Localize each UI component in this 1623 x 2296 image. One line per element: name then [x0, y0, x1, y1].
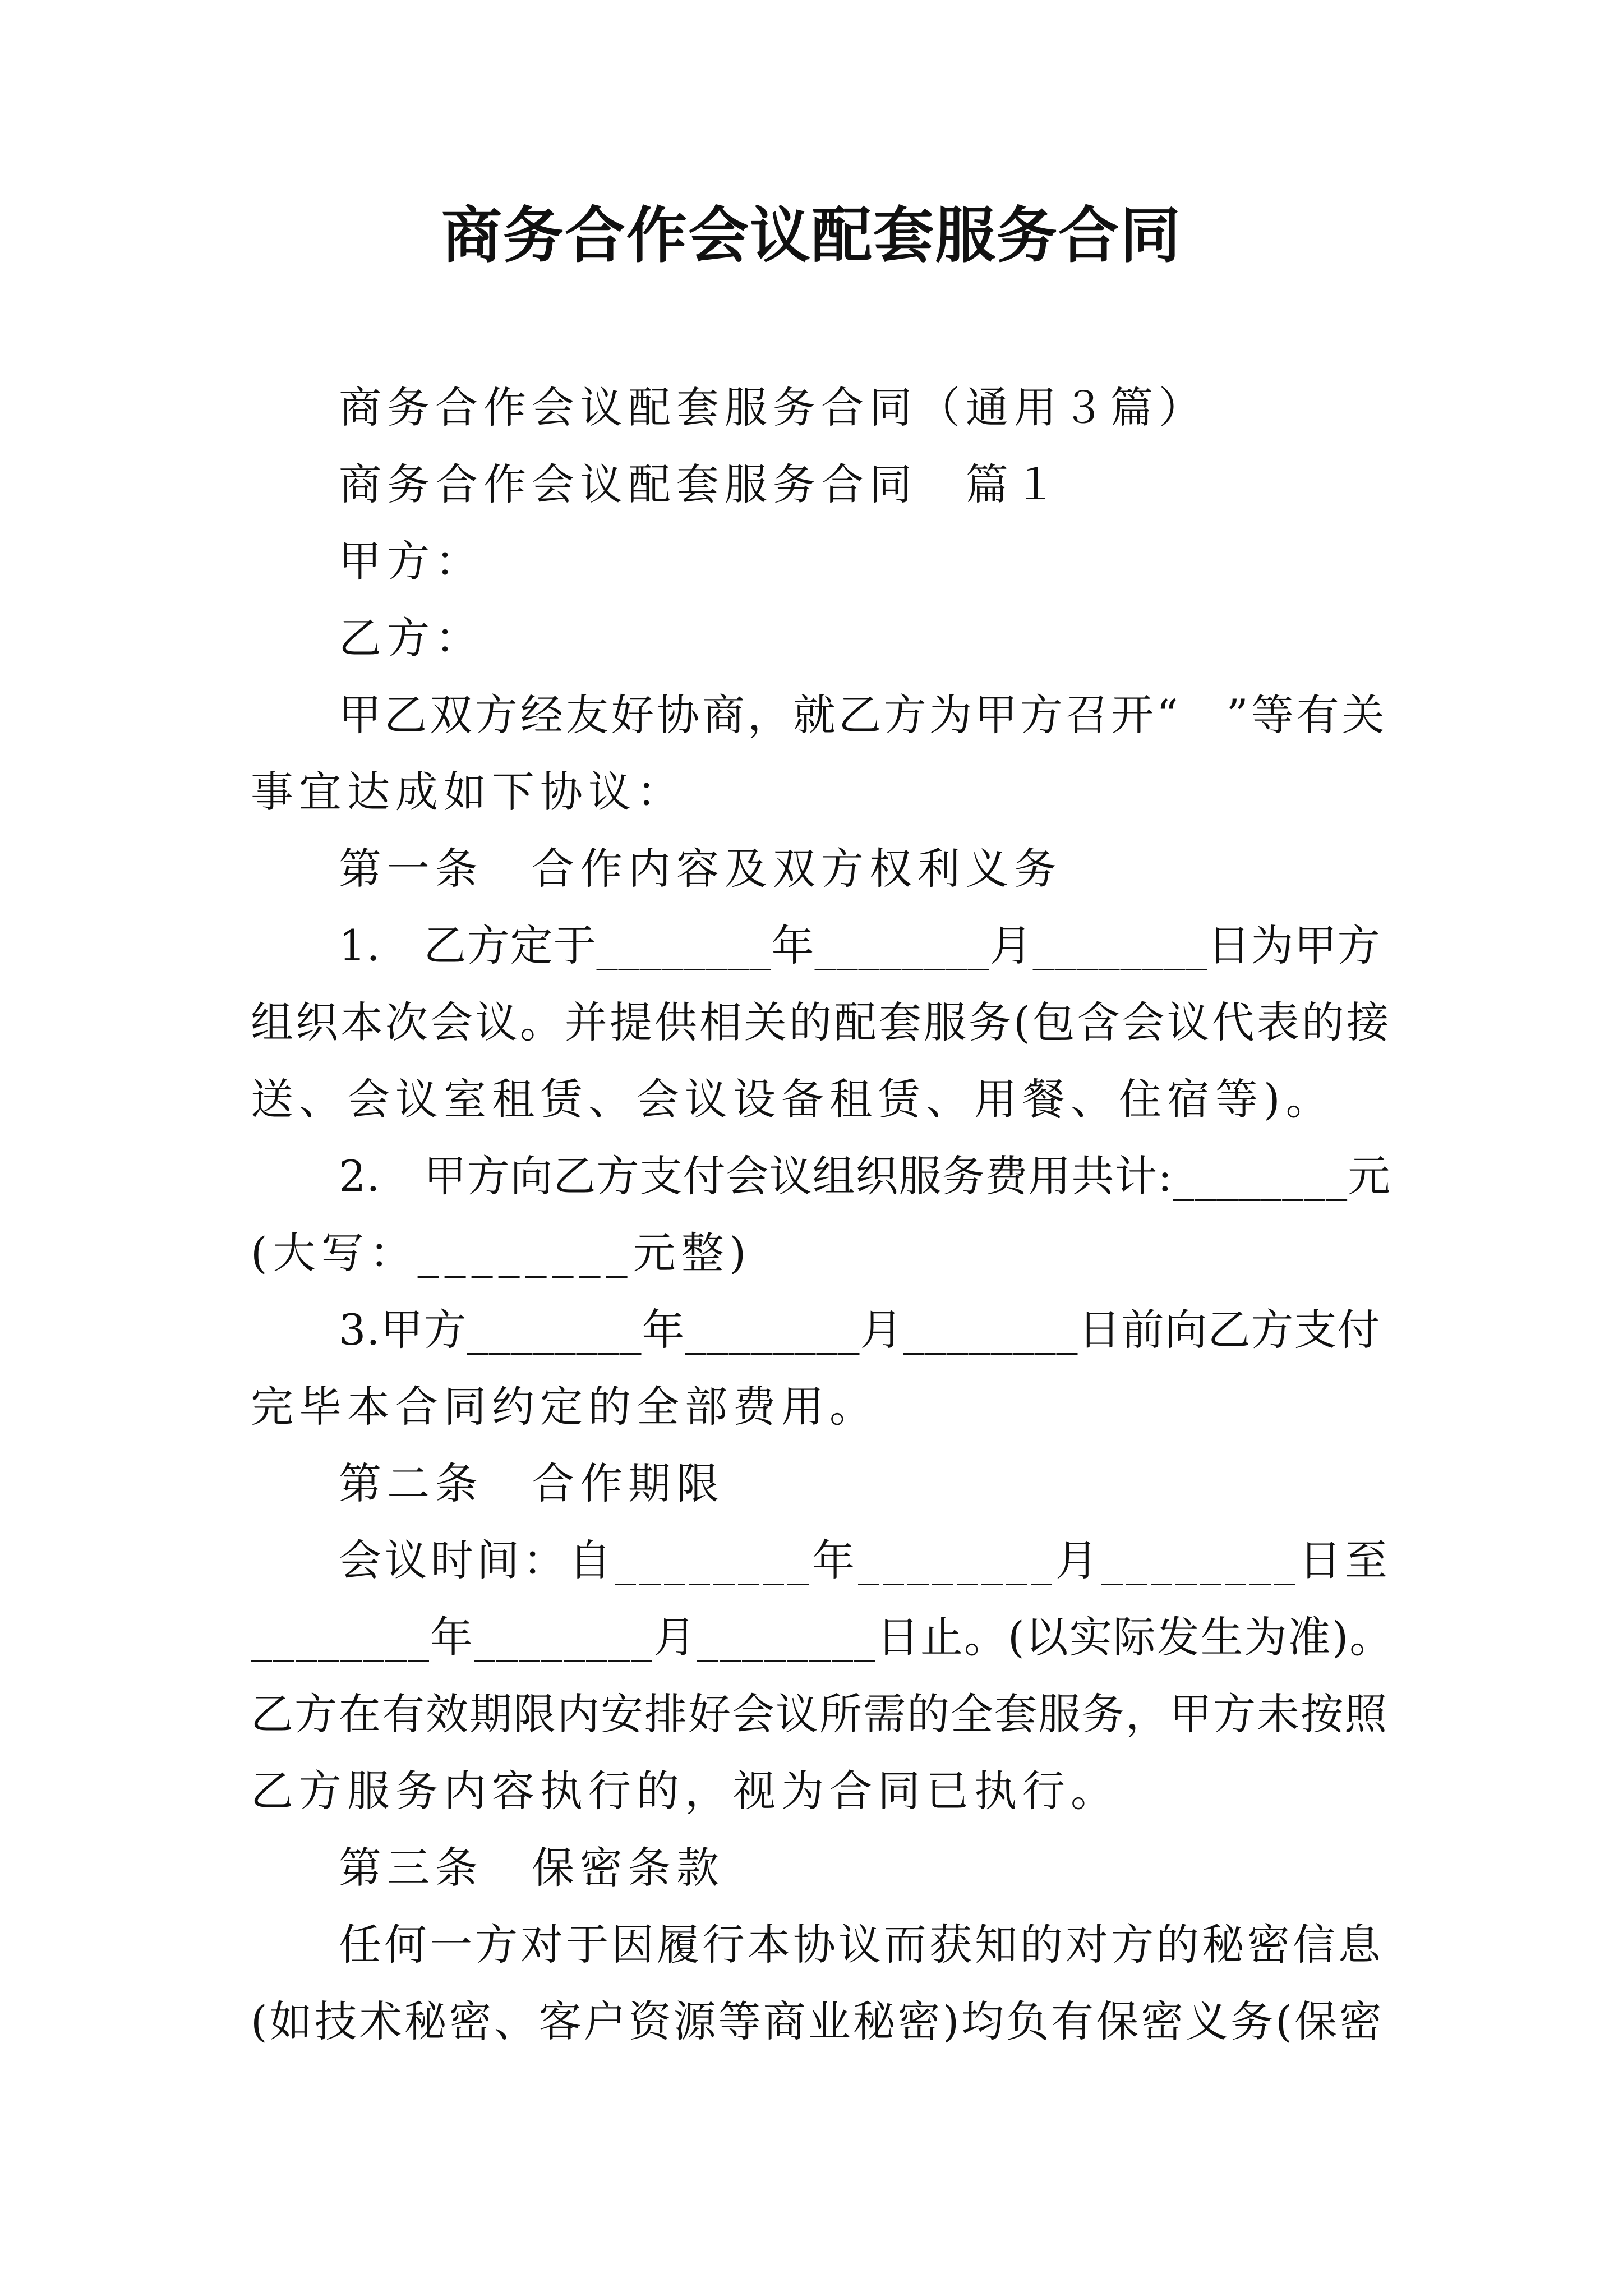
- paragraph-line: 乙方在有效期限内安排好会议所需的全套服务，甲方未按照: [251, 1689, 1388, 1739]
- paragraph-line: 组织本次会议。并提供相关的配套服务(包含会议代表的接: [251, 997, 1391, 1047]
- paragraph-line: 任何一方对于因履行本协议而获知的对方的秘密信息: [339, 1920, 1384, 1970]
- paragraph-line: 第一条 合作内容及双方权利义务: [339, 844, 1062, 894]
- paragraph-line: 会议时间：自________年________月________日至: [339, 1535, 1391, 1585]
- paragraph-line: 3.甲方________年________月________日前向乙方支付: [339, 1305, 1381, 1355]
- paragraph-line: 商务合作会议配套服务合同（通用３篇）: [339, 383, 1207, 432]
- paragraph-line: 甲乙双方经友好协商，就乙方为甲方召开“ ”等有关: [339, 690, 1387, 740]
- paragraph-line: 送、会议室租赁、会议设备租赁、用餐、住宿等)。: [251, 1074, 1334, 1124]
- paragraph-line: 完毕本合同约定的全部费用。: [251, 1382, 878, 1432]
- paragraph-line: 第三条 保密条款: [339, 1843, 725, 1893]
- paragraph-line: 乙方服务内容执行的，视为合同已执行。: [251, 1766, 1119, 1816]
- document-body: [251, 369, 1395, 2060]
- paragraph-line: 甲方：: [339, 536, 483, 586]
- document-title: 商务合作会议配套服务合同: [441, 200, 1182, 271]
- paragraph-line: 乙方：: [339, 613, 483, 663]
- paragraph-line: 第二条 合作期限: [339, 1458, 725, 1508]
- paragraph-line: 商务合作会议配套服务合同 篇１: [339, 459, 1062, 509]
- paragraph-line: ________年________月________日止。(以实际发生为准)。: [251, 1612, 1394, 1662]
- paragraph-line: 事宜达成如下协议：: [251, 767, 685, 817]
- paragraph-line: 2. 甲方向乙方支付会议组织服务费用共计:________元: [339, 1151, 1391, 1201]
- paragraph-line: (大写：________元整): [251, 1228, 752, 1278]
- paragraph-line: (如技术秘密、客户资源等商业秘密)均负有保密义务(保密: [251, 1996, 1384, 2046]
- paragraph-line: 1. 乙方定于________年________月________日为甲方: [339, 921, 1381, 970]
